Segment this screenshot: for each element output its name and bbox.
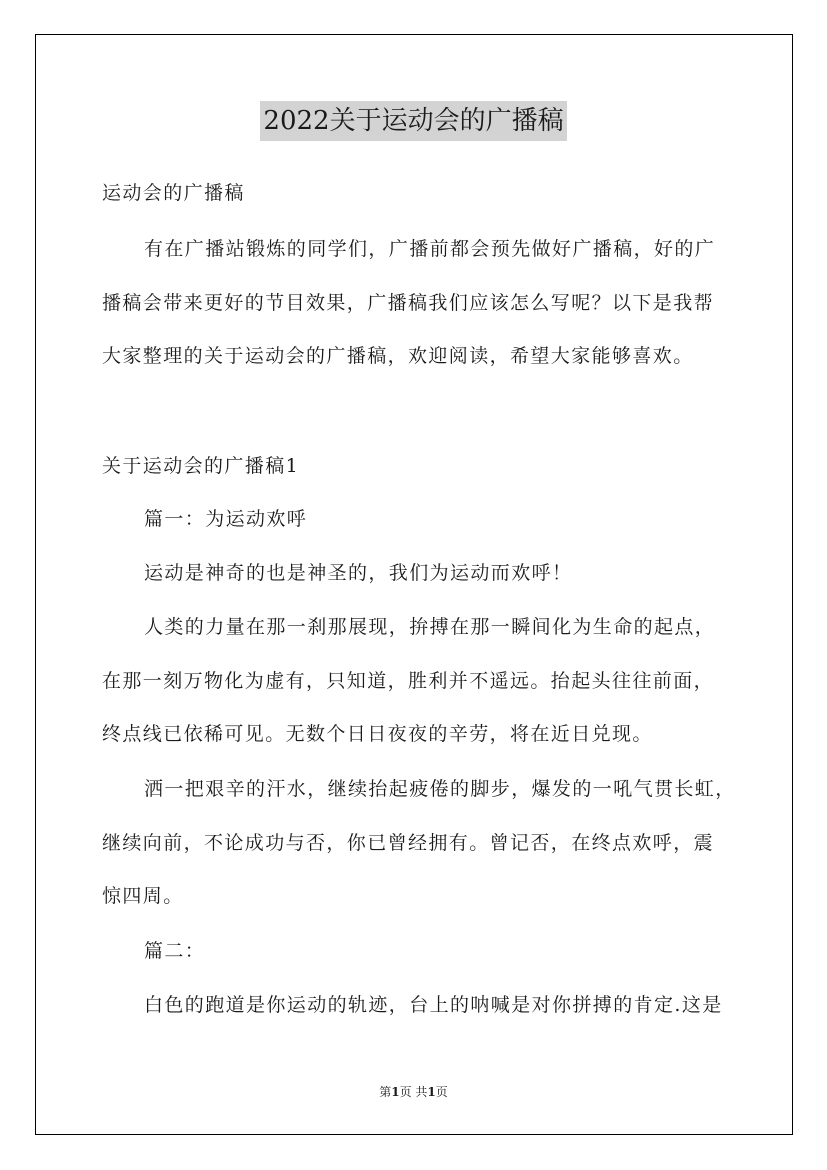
paragraph-line: 洒一把艰辛的汗水，继续抬起疲倦的脚步，爆发的一吼气贯长虹， bbox=[144, 778, 736, 800]
paragraph-line: 大家整理的关于运动会的广播稿，欢迎阅读，希望大家能够喜欢。 bbox=[102, 345, 694, 367]
paragraph-line: 终点线已依稀可见。无数个日日夜夜的辛劳，将在近日兑现。 bbox=[102, 723, 653, 745]
paragraph-line: 继续向前，不论成功与否，你已曾经拥有。曾记否，在终点欢呼，震 bbox=[102, 832, 715, 854]
document-title: 2022关于运动会的广播稿 bbox=[260, 101, 566, 141]
paragraph-line: 白色的跑道是你运动的轨迹，台上的呐喊是对你拼搏的肯定.这是 bbox=[144, 994, 723, 1016]
footer-page-mid: 页 共 bbox=[399, 1085, 428, 1099]
page-footer bbox=[0, 1084, 827, 1100]
paragraph-line: 运动是神奇的也是神圣的，我们为运动而欢呼！ bbox=[144, 562, 573, 584]
footer-page-total: 1 bbox=[427, 1085, 436, 1099]
paragraph-line: 人类的力量在那一刹那展现，拚搏在那一瞬间化为生命的起点， bbox=[144, 616, 716, 638]
subsection-heading: 篇一：为运动欢呼 bbox=[144, 508, 308, 530]
footer-page-current: 1 bbox=[391, 1085, 400, 1099]
title-container bbox=[0, 101, 827, 141]
paragraph-line: 有在广播站锻炼的同学们，广播前都会预先做好广播稿，好的广 bbox=[144, 238, 716, 260]
paragraph-line: 在那一刻万物化为虚有，只知道，胜利并不遥远。抬起头往往前面， bbox=[102, 670, 715, 692]
section-heading: 关于运动会的广播稿1 bbox=[102, 455, 300, 477]
footer-page-prefix: 第 bbox=[379, 1085, 392, 1099]
paragraph-line: 播稿会带来更好的节目效果，广播稿我们应该怎么写呢？以下是我帮 bbox=[102, 292, 715, 314]
section-heading: 运动会的广播稿 bbox=[102, 182, 245, 204]
paragraph-line: 惊四周。 bbox=[102, 885, 184, 907]
footer-page-suffix: 页 bbox=[435, 1085, 448, 1099]
subsection-heading: 篇二： bbox=[144, 940, 206, 962]
